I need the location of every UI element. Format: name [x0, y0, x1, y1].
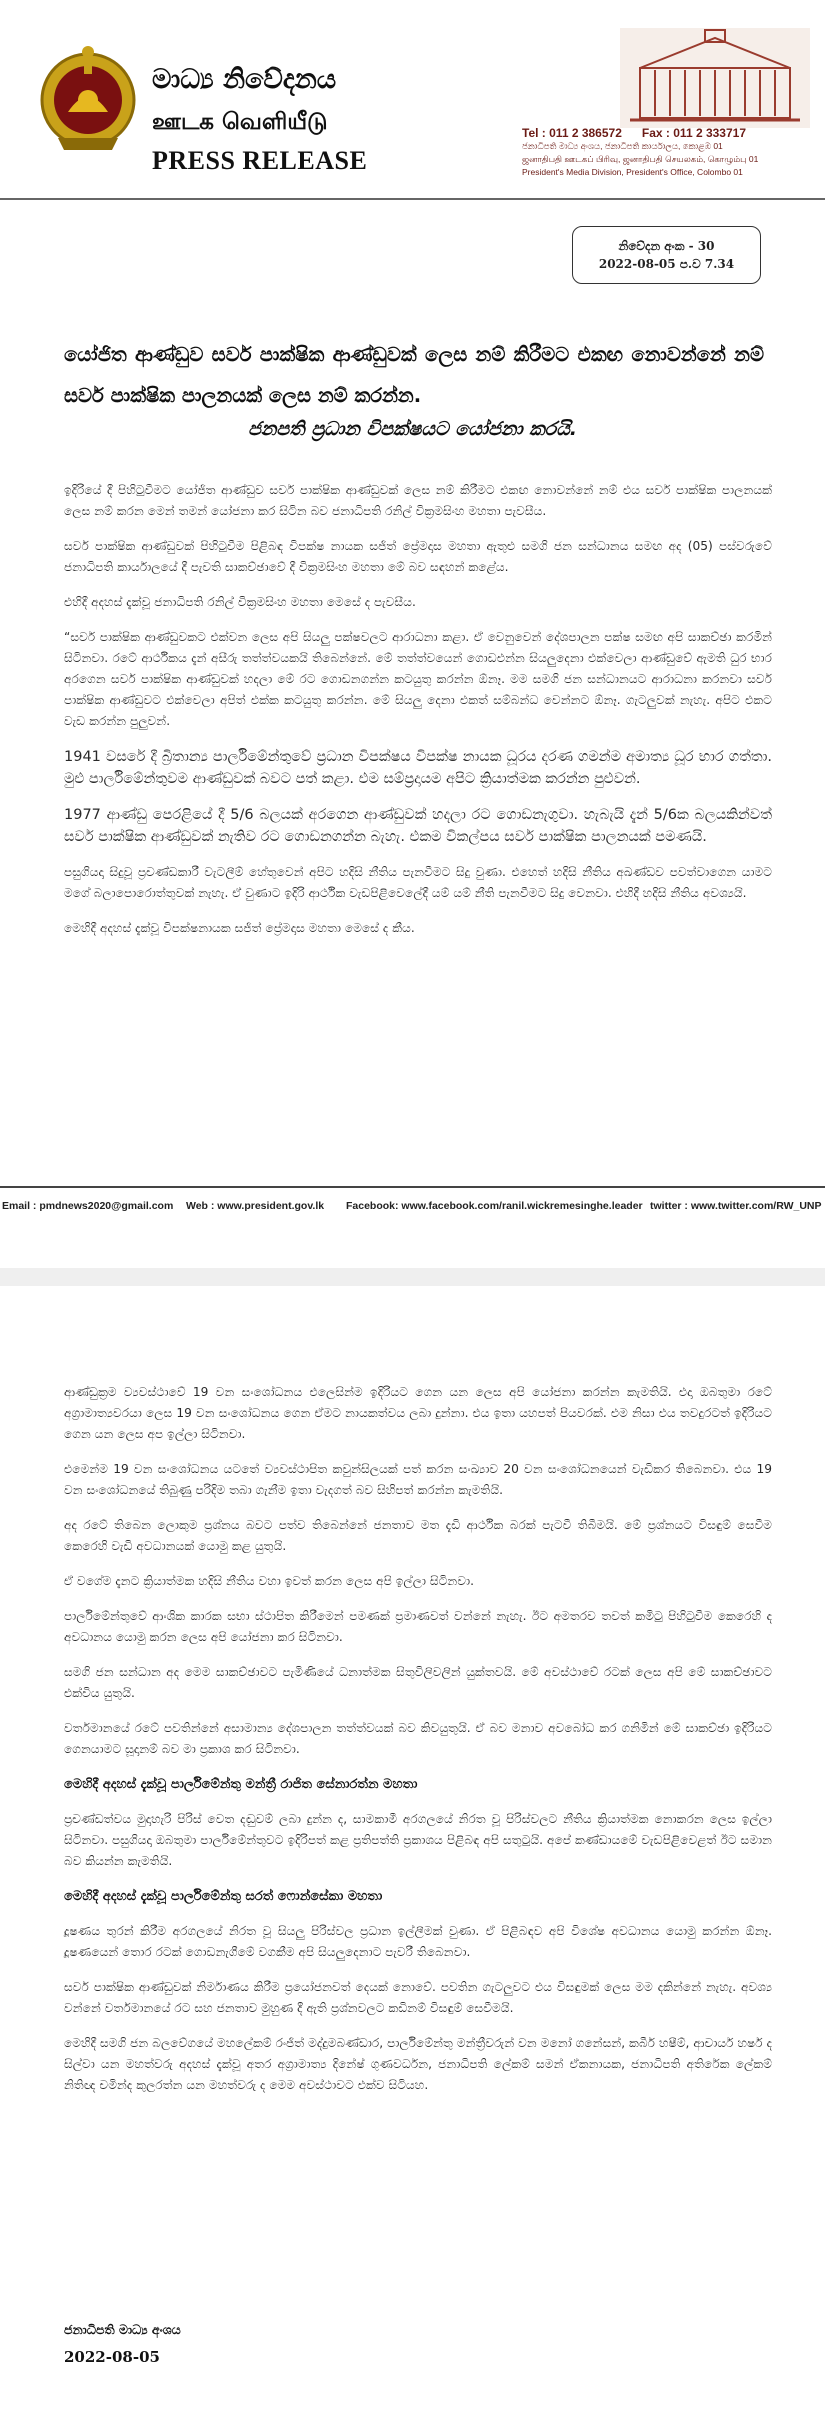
footer-facebook: Facebook: www.facebook.com/ranil.wickremesinghe.leader — [346, 1200, 643, 1212]
subheadline: ජනපති ප්‍රධාන විපක්ෂයට යෝජනා කරයි. — [248, 418, 577, 440]
paragraph: 1941 වසරේ දී බ්‍රිතාන්‍ය පාර්ලිමේන්තුවේ ප්‍රධාන විපක්ෂය විපක්ෂ නායක ධූරය දරණ ගමන්ම අමාත්‍ය ධූර භාර ගත්තා. මුළු පාර්ලිමේන්තුවම ආණ්ඩුවක් බවට පත් කළා. එම සම්ප්‍රදායම අපිට ක්‍රියාත්මක කරන්න පුළුවන්. — [64, 749, 772, 787]
tel-label: Tel — [522, 126, 539, 140]
page2-body — [64, 1382, 772, 2110]
paragraph: සමගි ජන සන්ධාන අද මෙම සාකච්ඡාවට පැමිණියේ ධනාත්මක සිතුවිලිවලින් යුක්තවයි. මේ අවස්ථාවේ රටක් ලෙස අපි මේ සාකච්ඡාවට එක්විය යුතුයි. — [64, 1665, 772, 1700]
section-heading: මෙහිදී අදහස් දැක්වූ පාර්ලිමේන්තු සරත් ෆොන්සේකා මහතා — [64, 1889, 383, 1904]
fax-label: Fax — [641, 126, 663, 140]
contact-block — [522, 126, 822, 179]
page-separator — [0, 1268, 825, 1286]
title-tamil: ஊடக வெளியீடு — [152, 108, 328, 135]
header-divider — [0, 198, 825, 200]
release-number: නිවේදන අංක - 30 — [618, 239, 715, 253]
title-sinhala: මාධ්‍ය නිවේදනය — [152, 64, 337, 95]
letterhead — [0, 0, 825, 200]
reference-box — [572, 226, 761, 284]
presidents-house-icon — [620, 28, 810, 128]
paragraph: සර්ව පාක්ෂික ආණ්ඩුවක් පිහිටුවීම පිළිබඳ විපක්ෂ නායක සජිත් ප්‍රේමදාස මහතා ඇතුළු සමගි ජන සන්ධානය සමඟ අද (05) පස්වරුවේ ජනාධිපති කාර්යාලයේ දී පැවති සාකච්ඡාවේ දී වික්‍රමසිංහ මහතා මේ බව සඳහන් කළේය. — [64, 539, 772, 574]
page1-body — [64, 480, 772, 953]
paragraph: මෙහිදී අදහස් දැක්වූ විපක්ෂනායක සජිත් ප්‍රේමදාස මහතා මෙසේ ද කීය. — [64, 921, 415, 935]
paragraph: පාර්ලිමේන්තුවේ ආංශික කාරක සභා ස්ථාපිත කිරීමෙන් පමණක් ප්‍රමාණවත් වන්නේ නැහැ. ඊට අමතරව තවත් කමිටු පිහිටුවීම කෙරෙහි ද අවධානය යොමු කරන ලෙස අපි යෝජනා කර සිටිනවා. — [64, 1609, 772, 1644]
section-heading: මෙහිදී අදහස් දැක්වූ පාර්ලිමේන්තු මන්ත්‍රී රාජිත සේනාරත්න මහතා — [64, 1777, 418, 1792]
address-english: President's Media Division, President's Office, Colombo 01 — [522, 167, 743, 177]
release-date-time: 2022-08-05 ප.ව 7.34 — [598, 257, 735, 271]
paragraph: වර්තමානයේ රටේ පවතින්නේ අසාමාන්‍ය දේශපාලන තත්ත්වයක් බව කිවයුතුයි. ඒ බව මනාව අවබෝධ කර ගනිමින් මේ සාකච්ඡා ඉදිරියට ගෙනයාමට සූදානම් බව මා ප්‍රකාශ කර සිටිනවා. — [64, 1721, 772, 1756]
paragraph: “සර්ව පාක්ෂික ආණ්ඩුවකට එක්වන ලෙස අපි සියලු පක්ෂවලට ආරාධනා කළා. ඒ වෙනුවෙන් දේශපාලන පක්ෂ සමඟ අපි සාකච්ඡා කරමින් සිටිනවා. රටේ ආර්ථිකය දැන් අසීරු තත්ත්වයකයි තිබෙන්නේ. මේ තත්ත්වයෙන් ගොඩඑන්න සියලුදෙනා එක්වෙලා ආණ්ඩුවේ ඇමති ධුර භාර අරගෙන සර්ව පාක්ෂික ආණ්ඩුවක් හදලා මේ රට ගොඩනගන්න කටයුතු කරන්න ඕනෑ. මම සමගි ජන සන්ධානයට ආරාධනා කරනවා සර්ව පාක්ෂික ආණ්ඩුවට එක්වෙලා අපිත් එක්ක කටයුතු කරන්න. මේ සියලු දෙනා එකත් සම්බන්ධ වෙන්නට ඕනෑ. ගැටලුවක් නැහැ. අපිට එකට වැඩ කරන්න පුලුවන්. — [64, 630, 772, 728]
tel-number: : 011 2 386572 — [541, 126, 622, 140]
address-sinhala: ජනාධිපති මාධ්‍ය අංශය, ජනාධිපති කාර්යාලය, කොළඹ 01 — [522, 141, 723, 151]
paragraph: ඒ වගේම දැනට ක්‍රියාත්මක හදිසි නීතිය වහා ඉවත් කරන ලෙස අපි ඉල්ලා සිටිනවා. — [64, 1574, 474, 1588]
footer-email: Email : pmdnews2020@gmail.com — [2, 1200, 174, 1212]
footer-divider — [0, 1186, 825, 1188]
address-tamil: ஜனாதிபதி ஊடகப் பிரிவு, ஜனாதிபதி செயலகம், கொழும்பு 01 — [522, 154, 759, 164]
signature-date: 2022-08-05 — [64, 2348, 160, 2366]
signature-office: ජනාධිපති මාධ්‍ය අංශය — [64, 2322, 181, 2337]
paragraph: අද රටේ තිබෙන ලොකුම ප්‍රශ්නය බවට පත්ව තිබෙන්නේ ජනතාව මත දැඩි ආර්ථික බරක් පැටවී තිබීමයි. මේ ප්‍රශ්නයට විසඳුම් සෙවීම කෙරෙහි වැඩි අවධානයක් යොමු කළ යුතුයි. — [64, 1518, 772, 1553]
press-release-page-2 — [0, 1286, 825, 2426]
paragraph: ආණ්ඩුක්‍රම ව්‍යවස්ථාවේ 19 වන සංශෝධනය එලෙසින්ම ඉදිරියට ගෙන යන ලෙස අපි යෝජනා කරන්න කැමතියි. එදා ඔබතුමා රටේ අග්‍රාමාත්‍යවරයා ලෙස 19 වන සංශෝධනය ගෙන ඒමට නායකත්වය ලබා දුන්නා. එය ඉතා යහපත් පියවරක්. එම නිසා එය තවදුරටත් ඉදිරියට ගෙන යන ලෙස අප ඉල්ලා සිටිනවා. — [64, 1385, 772, 1441]
paragraph: සර්ව පාක්ෂික ආණ්ඩුවක් නිර්මාණය කිරීම ප්‍රයෝජනවත් දෙයක් නොවේ. පවතින ගැටලුවට එය විසඳුමක් ලෙස මම දකින්නේ නැහැ. අවශ්‍ය වන්නේ වර්තමානයේ රට සහ ජනතාව මුහුණ දී ඇති ප්‍රශ්නවලට කඩිනම් විසඳුම් සෙවීමයි. — [64, 1980, 772, 2015]
title-english: PRESS RELEASE — [152, 146, 368, 175]
state-emblem-icon — [38, 42, 138, 158]
paragraph: දූෂණය තුරන් කිරීම අරගලයේ නිරත වූ සියලු පිරිස්වල ප්‍රධාන ඉල්ලීමක් වුණා. ඒ පිළිබඳව අපි විශේෂ අවධානය යොමු කරන්න ඕනෑ. දූෂණයෙන් තොර රටක් ගොඩනැගීමේ වගකීම අපි සියලුදෙනාට පැවරී තිබෙනවා. — [64, 1924, 772, 1959]
fax-number: : 011 2 333717 — [665, 126, 746, 140]
paragraph: 1977 ආණ්ඩු පෙරළියේ දී 5/6 බලයක් අරගෙන ආණ්ඩුවක් හදලා රට ගොඩනැගුවා. හැබැයි දැන් 5/6ක බලයකින්වත් සර්ව පාක්ෂික ආණ්ඩුවක් නැතිව රට ගොඩනගන්න බැහැ. එකම විකල්පය සර්ව පාක්ෂික පාලනයක් පමණයි. — [64, 807, 772, 845]
paragraph: ඉදිරියේ දී පිහිටුවීමට යෝජිත ආණ්ඩුව සර්ව පාක්ෂික ආණ්ඩුවක් ලෙස නම් කිරීමට එකඟ නොවන්නේ නම් එය සර්ව පාක්ෂික පාලනයක් ලෙස නම් කරන මෙන් තමන් යෝජනා කර සිටින බව ජනාධිපති රනිල් වික්‍රමසිංහ මහතා පැවසීය. — [64, 483, 772, 518]
paragraph: එහිදී අදහස් දැක්වූ ජනාධිපති රනිල් වික්‍රමසිංහ මහතා මෙසේ ද පැවසීය. — [64, 595, 416, 609]
headline: යෝජිත ආණ්ඩුව සර්ව පාක්ෂික ආණ්ඩුවක් ලෙස නම් කිරීමට එකඟ නොවන්නේ නම් සර්ව පාක්ෂික පාලනයක් ලෙස නම් කරන්න. — [64, 343, 764, 407]
footer-web: Web : www.president.gov.lk — [186, 1200, 325, 1212]
paragraph: ප්‍රචණ්ඩත්වය මුදාහැරි පිරිස් වෙත දඬුවම් ලබා දුන්න ද, සාමකාමී අරගලයේ නිරත වූ පිරිස්වලට නීතිය ක්‍රියාත්මක නොකරන ලෙස ඉල්ලා සිටිනවා. පසුගියදා ඔබතුමා පාර්ලිමේන්තුවට ඉදිරිපත් කළ ප්‍රතිපත්ති ප්‍රකාශය පිළිබඳ අපි සතුටුයි. අපේ කණ්ඩායමේ වැඩපිළිවෙළත් ඊට සමාන බව කියන්න කැමතියි. — [64, 1812, 772, 1868]
paragraph: පසුගියදා සිදුවූ ප්‍රචණ්ඩකාරී වැටලීම් හේතුවෙන් අපිට හදිසි නීතිය පැනවීමට සිදු වුණා. එහෙත් හදිසි නීතිය අඛණ්ඩව පවත්වාගෙන යාමට මගේ බලාපොරොත්තුවක් නැහැ. ඒ වුණාට ඉදිරි ආර්ථික වැඩපිළිවෙලේදී යම් යම් නීති පැනවීමට සිදු වෙනවා. එහිදී හදිසි නීතිය අවශ්‍යයි. — [64, 865, 772, 900]
paragraph: එමෙන්ම 19 වන සංශෝධනය යටතේ ව්‍යවස්ථාපිත කවුන්සිලයක් පත් කරන සංඛ්‍යාව 20 වන සංශෝධනයෙන් වැඩිකර තිබෙනවා. එය 19 වන සංශෝධනයේ තිබුණු පරිදිම තබා ගැනීම ඉතා වැදගත් බව සිහිපත් කරන්න කැමතියි. — [64, 1462, 772, 1497]
paragraph: මෙහිදී සමගි ජන බලවේගයේ මහලේකම් රංජිත් මද්දුමබණ්ඩාර, පාර්ලිමේන්තු මන්ත්‍රීවරුන් වන මනෝ ගනේසන්, කබීර් හෂීම්, ආචාර්ය හර්ෂ ද සිල්වා යන මහත්වරු අදහස් දැක්වූ අතර අග්‍රාමාත්‍ය දිනේෂ් ගුණවර්ධන, ජනාධිපති ලේකම් සමන් ඒකනායක, ජනාධිපති අතිරේක ලේකම් නිතිඥ චමින්ද කුලරත්න යන මහත්වරු ද මෙම අවස්ථාවට එක්ව සිටියහ. — [64, 2036, 772, 2092]
footer-twitter: twitter : www.twitter.com/RW_UNP — [650, 1200, 822, 1212]
